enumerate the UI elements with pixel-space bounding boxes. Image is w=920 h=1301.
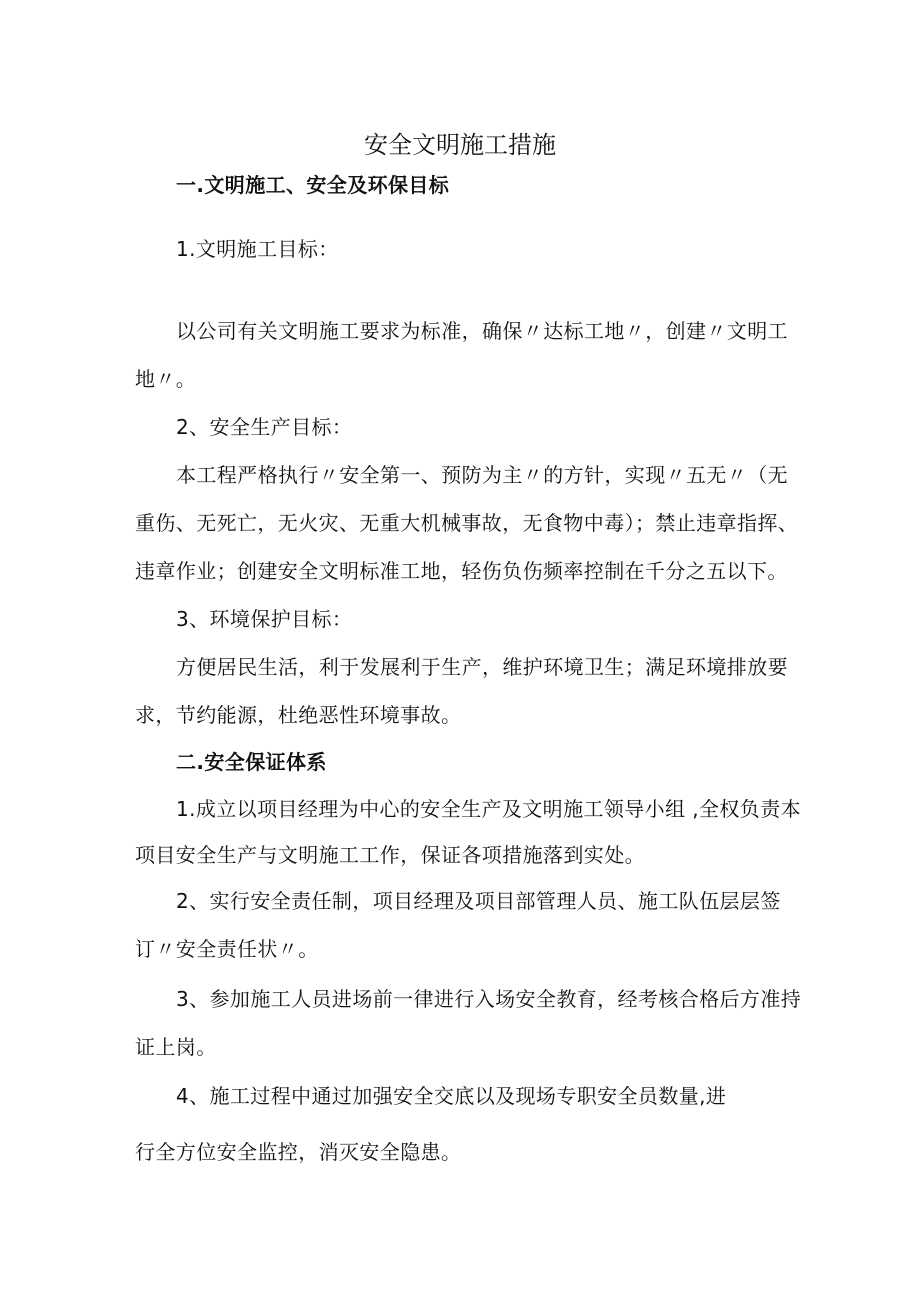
civilized-construction-goal-text: 以公司有关文明施工要求为标准，确保〃达标工地〃，创建〃文明工 — [176, 319, 788, 343]
section-2-heading: 二.安全保证体系 — [176, 750, 327, 774]
safety-production-goal-text-cont-1: 重伤、无死亡，无火灾、无重大机械事故，无食物中毒）；禁止违章指挥、 — [135, 511, 799, 535]
safety-system-item-1-cont: 项目安全生产与文明施工工作，保证各项措施落到实处。 — [135, 843, 645, 867]
safety-system-item-3: 3、参加施工人员进场前一律进行入场安全教育，经考核合格后方准持 — [176, 987, 802, 1011]
safety-system-item-4: 4、施工过程中通过加强安全交底以及现场专职安全员数量,进 — [176, 1084, 727, 1108]
safety-system-item-4-cont: 行全方位安全监控，消灭安全隐患。 — [135, 1140, 462, 1164]
safety-system-item-3-cont: 证上岗。 — [135, 1035, 217, 1059]
safety-production-goal-text-cont-2: 违章作业；创建安全文明标准工地，轻伤负伤频率控制在千分之五以下。 — [135, 559, 788, 583]
environmental-protection-goal-text-cont: 求，节约能源，杜绝恶性环境事故。 — [135, 703, 462, 727]
section-1-heading: 一.文明施工、安全及环保目标 — [176, 173, 450, 197]
environmental-protection-goal-text: 方便居民生活，利于发展利于生产，维护环境卫生；满足环境排放要 — [176, 655, 788, 679]
environmental-protection-goal-heading: 3、环境保护目标： — [176, 607, 353, 631]
page-title: 安全文明施工措施 — [364, 131, 556, 159]
civilized-construction-goal-heading: 1.文明施工目标： — [176, 237, 339, 261]
safety-production-goal-heading: 2、安全生产目标： — [176, 415, 353, 439]
safety-system-item-2-cont: 订〃安全责任状〃。 — [135, 937, 319, 961]
safety-production-goal-text: 本工程严格执行〃安全第一、预防为主〃的方针，实现〃五无〃（无 — [176, 463, 788, 487]
civilized-construction-goal-text-cont: 地〃。 — [135, 367, 197, 391]
safety-system-item-1: 1.成立以项目经理为中心的安全生产及文明施工领导小组 ,全权负责本 — [176, 797, 801, 821]
safety-system-item-2: 2、实行安全责任制，项目经理及项目部管理人员、施工队伍层层签 — [176, 889, 781, 913]
